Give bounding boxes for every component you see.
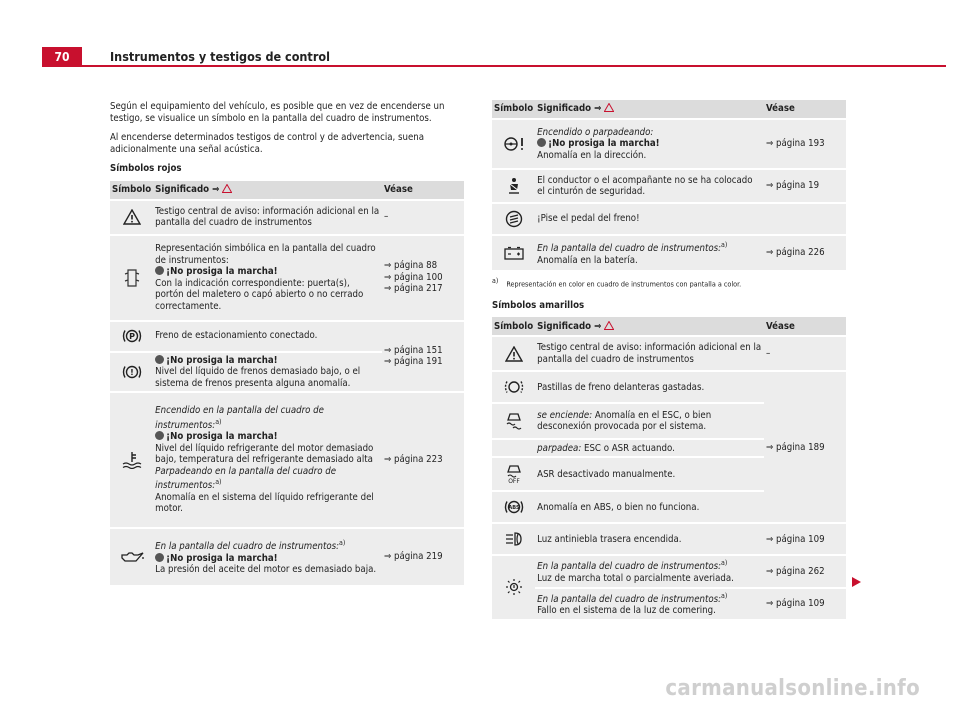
col-header-see: Véase — [764, 100, 846, 119]
table-row — [492, 336, 846, 371]
row-see: ⇒ página 19 — [764, 169, 846, 203]
col-header-meaning: Significado ⇒ — [535, 100, 764, 119]
row-meaning: En la pantalla del cuadro de instrumentos:$^{a)}$ ¡No prosiga la marcha! La presión del aceite del motor es demasiado baja. — [153, 528, 382, 585]
brake-fluid-icon — [110, 364, 153, 380]
table-row — [110, 235, 464, 321]
row-meaning: parpadea: ESC o ASR actuando. — [535, 439, 764, 457]
row-see: ⇒ página 88 ⇒ página 100 ⇒ página 217 — [382, 235, 464, 321]
col-header-meaning: Significado ⇒ — [535, 317, 764, 336]
row-meaning: Luz antiniebla trasera encendida. — [535, 523, 764, 555]
row-meaning: Encendido o parpadeando: ¡No prosiga la marcha! Anomalía en la dirección. — [535, 119, 764, 169]
oil-can-icon — [110, 550, 153, 564]
warning-triangle-icon — [604, 103, 614, 112]
yellow-symbols-table — [492, 317, 846, 618]
table-row — [492, 523, 846, 555]
row-see: ⇒ página 223 — [382, 392, 464, 528]
esc-icon — [492, 412, 535, 430]
right-column — [492, 100, 846, 619]
row-see: ⇒ página 193 — [764, 119, 846, 169]
row-see: ⇒ página 109 — [764, 523, 846, 555]
table-row — [492, 588, 846, 619]
col-header-see: Véase — [382, 181, 464, 200]
continue-arrow-icon — [852, 577, 861, 587]
warning-triangle-icon — [110, 209, 153, 225]
row-meaning: Anomalía en ABS, o bien no funciona. — [535, 491, 764, 523]
svg-text:P: P — [128, 331, 135, 341]
table-row — [492, 169, 846, 203]
stop-icon — [155, 266, 164, 275]
table-row — [492, 119, 846, 169]
table-row — [110, 321, 464, 352]
page-number: 70 — [42, 47, 82, 67]
col-header-see: Véase — [764, 317, 846, 336]
table-row — [492, 235, 846, 270]
row-meaning: En la pantalla del cuadro de instrumentos:$^{a)}$ Anomalía en la batería. — [535, 235, 764, 270]
col-header-symbol: Símbolo — [492, 317, 535, 336]
seatbelt-icon — [492, 177, 535, 195]
stop-icon — [155, 355, 164, 364]
svg-text:OFF: OFF — [507, 478, 520, 485]
row-meaning: En la pantalla del cuadro de instrumentos:$^{a)}$ Luz de marcha total o parcialmente averiada. — [535, 555, 764, 587]
row-meaning: se enciende: Anomalía en el ESC, o bien desconexión provocada por el sistema. — [535, 403, 764, 439]
table-row — [492, 371, 846, 403]
row-see: ⇒ página 219 — [382, 528, 464, 585]
stop-icon — [155, 431, 164, 440]
row-meaning: Encendido en la pantalla del cuadro de instrumentos:$^{a)}$ ¡No prosiga la marcha! Nivel del líquido refrigerante del motor demasiado bajo, temperatura del refrigerante demasiado alta Parpadeando en la pantalla del cuadro de instrumentos:$^{a)}$ Anomalía en el sistema del líquido refrigerante del motor. — [153, 392, 382, 528]
table-row — [110, 200, 464, 235]
battery-icon — [492, 246, 535, 260]
col-header-symbol: Símbolo — [492, 100, 535, 119]
row-see: – — [382, 200, 464, 235]
esc-off-icon — [492, 464, 535, 484]
warning-triangle-icon — [492, 346, 535, 362]
col-header-meaning: Significado ⇒ — [153, 181, 382, 200]
row-see: ⇒ página 226 — [764, 235, 846, 270]
col-header-symbol: Símbolo — [110, 181, 153, 200]
intro-paragraph-1: Según el equipamiento del vehículo, es posible que en vez de encenderse un testigo, se visualice un símbolo en la pantalla del cuadro de instrumentos. — [110, 101, 445, 124]
red-symbols-table-continued — [492, 100, 846, 270]
row-meaning: En la pantalla del cuadro de instrumentos:$^{a)}$ Fallo en el sistema de la luz de comering. — [535, 588, 764, 619]
row-meaning: ¡No prosiga la marcha! Nivel del líquido de frenos demasiado bajo, o el sistema de frenos presenta alguna anomalía. — [153, 352, 382, 393]
stop-icon — [537, 138, 546, 147]
row-see: ⇒ página 262 — [764, 555, 846, 587]
row-see: – — [764, 336, 846, 371]
footnote: $^{a)}$ Representación en color en cuadro de instrumentos con pantalla a color. — [492, 277, 742, 289]
brake-pads-icon — [492, 379, 535, 395]
row-meaning: Pastillas de freno delanteras gastadas. — [535, 371, 764, 403]
warning-triangle-icon — [604, 321, 614, 330]
page-title: Instrumentos y testigos de control — [110, 49, 330, 64]
abs-icon — [492, 499, 535, 515]
table-row — [110, 528, 464, 585]
watermark: carmanualsonline.info — [665, 676, 920, 701]
red-symbols-table — [110, 181, 464, 586]
yellow-symbols-title: Símbolos amarillos — [492, 299, 585, 311]
table-row — [492, 555, 846, 587]
row-see: ⇒ página 151 ⇒ página 191 — [382, 321, 464, 393]
coolant-icon — [110, 451, 153, 469]
row-meaning: Testigo central de aviso: información adicional en la pantalla del cuadro de instrumentos — [153, 200, 382, 235]
warning-triangle-icon — [222, 184, 232, 193]
row-meaning: Representación simbólica en la pantalla del cuadro de instrumentos: ¡No prosiga la marcha! Con la indicación correspondiente: puerta(s), portón del maletero o capó abierto o no cerrado correctamente. — [153, 235, 382, 321]
steering-icon — [492, 136, 535, 152]
bulb-icon — [492, 578, 535, 598]
row-meaning: Freno de estacionamiento conectado. — [153, 321, 382, 352]
row-see: ⇒ página 189 — [764, 371, 846, 523]
row-meaning: Testigo central de aviso: información adicional en la pantalla del cuadro de instrumentos — [535, 336, 764, 371]
table-row — [110, 392, 464, 528]
intro-paragraph-2: Al encenderse determinados testigos de control y de advertencia, suena adicionalmente una señal acústica. — [110, 132, 425, 155]
red-symbols-title: Símbolos rojos — [110, 163, 182, 174]
door-open-icon — [110, 268, 153, 288]
row-see: ⇒ página 109 — [764, 588, 846, 619]
stop-icon — [155, 553, 164, 562]
row-see — [764, 203, 846, 235]
row-meaning: El conductor o el acompañante no se ha colocado el cinturón de seguridad. — [535, 169, 764, 203]
parking-brake-icon — [110, 328, 153, 344]
row-meaning: ASR desactivado manualmente. — [535, 457, 764, 491]
rear-fog-icon — [492, 531, 535, 547]
brake-pedal-icon — [492, 210, 535, 228]
header-rule — [82, 65, 946, 67]
svg-text:ABS: ABS — [507, 505, 520, 512]
table-row — [492, 203, 846, 235]
svg-text:!: ! — [129, 367, 134, 377]
left-column — [110, 101, 464, 585]
row-meaning: ¡Pise el pedal del freno! — [535, 203, 764, 235]
